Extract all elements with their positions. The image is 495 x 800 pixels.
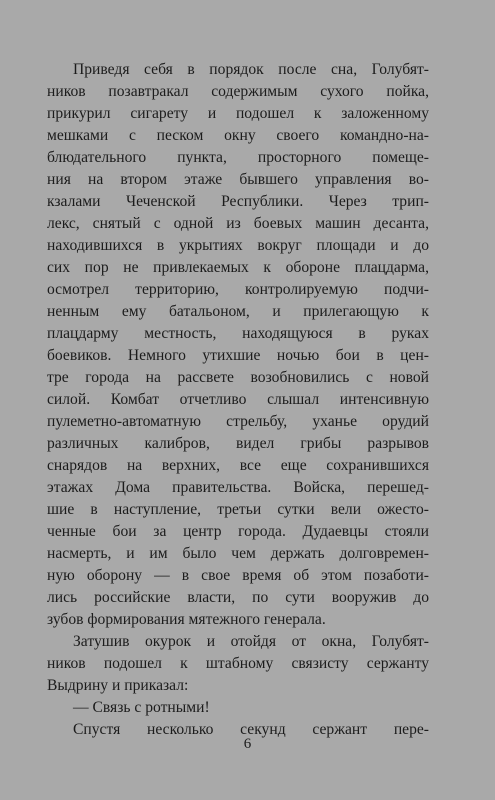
text-line: лись российские власти, по сути вооружив до <box>47 589 429 606</box>
text-line: блюдательного пункта, просторного помеще- <box>47 149 429 166</box>
text-line: Приведя себя в порядок после сна, Голубят- <box>73 61 429 78</box>
text-line: мешками с песком окну своего командно-на- <box>47 127 429 144</box>
text-line: Спустя несколько секунд сержант пере- <box>73 721 429 738</box>
text-line: ненным ему батальоном, и прилегающую к <box>47 303 429 320</box>
text-line: ния на втором этаже бывшего управления во- <box>47 171 429 188</box>
text-line: боевиков. Немного утихшие ночью бои в цен- <box>47 347 429 364</box>
text-line: находившихся в укрытиях вокруг площади и до <box>47 237 429 254</box>
text-line: силой. Комбат отчетливо слышал интенсивную <box>47 391 429 408</box>
text-line: снарядов на верхних, все еще сохранившихся <box>47 457 429 474</box>
text-line: пулеметно-автоматную стрельбу, уханье орудий <box>47 413 429 430</box>
text-line: плацдарму местность, находящуюся в руках <box>47 325 429 342</box>
text-line: Выдрину и приказал: <box>47 677 189 694</box>
text-line: тре города на рассвете возобновились с новой <box>47 369 429 386</box>
text-line: осмотрел территорию, контролируемую подчи- <box>47 281 429 298</box>
text-line: ников подошел к штабному связисту сержанту <box>47 655 429 672</box>
page-number: 6 <box>243 736 252 752</box>
body-text <box>47 59 429 741</box>
text-line: — Связь с ротными! <box>73 699 210 716</box>
text-line: насмерть, и им было чем держать долговремен- <box>47 545 429 562</box>
text-line: этажах Дома правительства. Войска, перешед- <box>47 479 429 496</box>
text-line: зубов формирования мятежного генерала. <box>47 611 326 628</box>
text-line: лекс, снятый с одной из боевых машин десанта, <box>47 215 429 232</box>
text-line: ную оборону — в свое время об этом позаботи- <box>47 567 429 584</box>
text-line: различных калибров, видел грибы разрывов <box>47 435 429 452</box>
text-line: кзалами Чеченской Республики. Через трип- <box>47 193 429 210</box>
text-line: ченные бои за центр города. Дудаевцы стояли <box>47 523 429 540</box>
text-line: шие в наступление, третьи сутки вели ожесто- <box>47 501 429 518</box>
text-line: прикурил сигарету и подошел к заложенному <box>47 105 429 122</box>
text-line: сих пор не привлекаемых к обороне плацдарма, <box>47 259 429 276</box>
text-line: Затушив окурок и отойдя от окна, Голубят- <box>73 633 429 650</box>
text-line: ников позавтракал содержимым сухого пойка, <box>47 83 429 100</box>
